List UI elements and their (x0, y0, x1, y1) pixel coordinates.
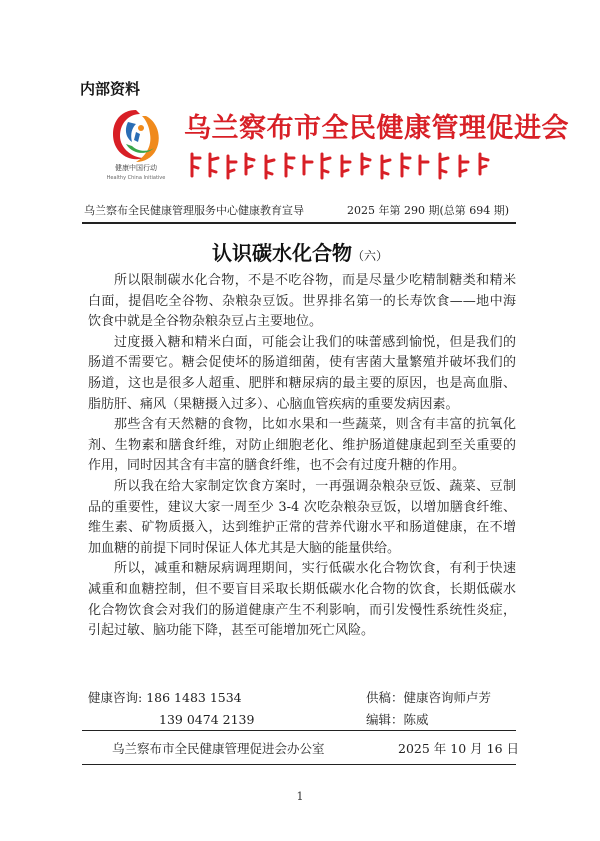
subtitle-line (84, 202, 510, 218)
healthy-china-logo-icon (106, 104, 166, 166)
mongolian-script-org-name (188, 150, 498, 182)
page-number: 1 (296, 790, 304, 803)
header-divider (82, 222, 516, 224)
footer-office: 乌兰察布市全民健康管理促进会办公室 (112, 741, 325, 756)
contact-phone-1: 186 1483 1534 (146, 690, 242, 705)
logo-caption-cn: 健康中国行动 (115, 164, 157, 172)
issue-number: 2025 年第 290 期(总第 694 期) (347, 204, 510, 217)
article-body (88, 271, 516, 642)
paragraph: 所以限制碳水化合物，不是不吃谷物，而是尽量少吃精制糖类和精米白面，提倡吃全谷物、杂粮杂豆饭。世界排名第一的长寿饮食——地中海饮食中就是全谷物杂粮杂豆占主要地位。 (88, 273, 516, 330)
footer-divider-top (82, 730, 516, 731)
credits-block (366, 687, 491, 731)
article-title-text: 认识碳水化合物 (211, 241, 352, 265)
logo-caption-en: Healthy China Initiative (106, 175, 166, 181)
internal-document-label: 内部资料 (80, 80, 141, 98)
footer-date: 2025 年 10 月 16 日 (398, 741, 519, 756)
paragraph: 那些含有天然糖的食物，比如水果和一些蔬菜，则含有丰富的抗氧化剂、生物素和膳食纤维，对防止细胞老化、维护肠道健康起到至关重要的作用，同时因其含有丰富的膳食纤维，也不会有过度升糖的作用。 (88, 417, 516, 474)
contact-block (88, 687, 254, 731)
article-title (0, 237, 600, 266)
org-name-title: 乌兰察布市全民健康管理促进会 (184, 113, 569, 144)
editor-credit: 编辑：陈威 (366, 712, 429, 727)
footer-divider-bottom (82, 764, 516, 765)
paragraph: 过度摄入糖和精米白面，可能会让我们的味蕾感到愉悦，但是我们的肠道不需要它。糖会促使坏的肠道细菌，使有害菌大量繁殖并破坏我们的肠道，这也是很多人超重、肥胖和糖尿病的最主要的原因，也是高血脂、脂肪肝、痛风（果糖摄入过多）、心脑血管疾病的重要发病因素。 (88, 334, 516, 412)
paragraph: 所以，减重和糖尿病调理期间，实行低碳水化合物饮食，有利于快速减重和血糖控制，但不要盲目采取长期低碳水化合物的饮食，长期低碳水化合物饮食会对我们的肠道健康产生不利影响，而引发慢性系统性炎症，引起过敏、脑功能下降，甚至可能增加死亡风险。 (88, 561, 516, 639)
logo-caption (96, 163, 176, 183)
contact-label: 健康咨询: (88, 690, 143, 705)
supplier-credit: 供稿：健康咨询师卢芳 (366, 690, 492, 705)
paragraph: 所以我在给大家制定饮食方案时，一再强调杂粮杂豆饭、蔬菜、豆制品的重要性，建议大家一周至少 3-4 次吃杂粮杂豆饭，以增加膳食纤维、维生素、矿物质摄入，达到维护正常的营养代谢水平和肠道健康，在不增加血糖的前提下同时保证人体尤其是大脑的能量供给。 (88, 478, 516, 556)
article-title-suffix: （六） (351, 249, 388, 263)
contact-phone-2: 139 0474 2139 (159, 712, 255, 727)
subtitle-text: 乌兰察布全民健康管理服务中心健康教育宣导 (84, 204, 304, 217)
